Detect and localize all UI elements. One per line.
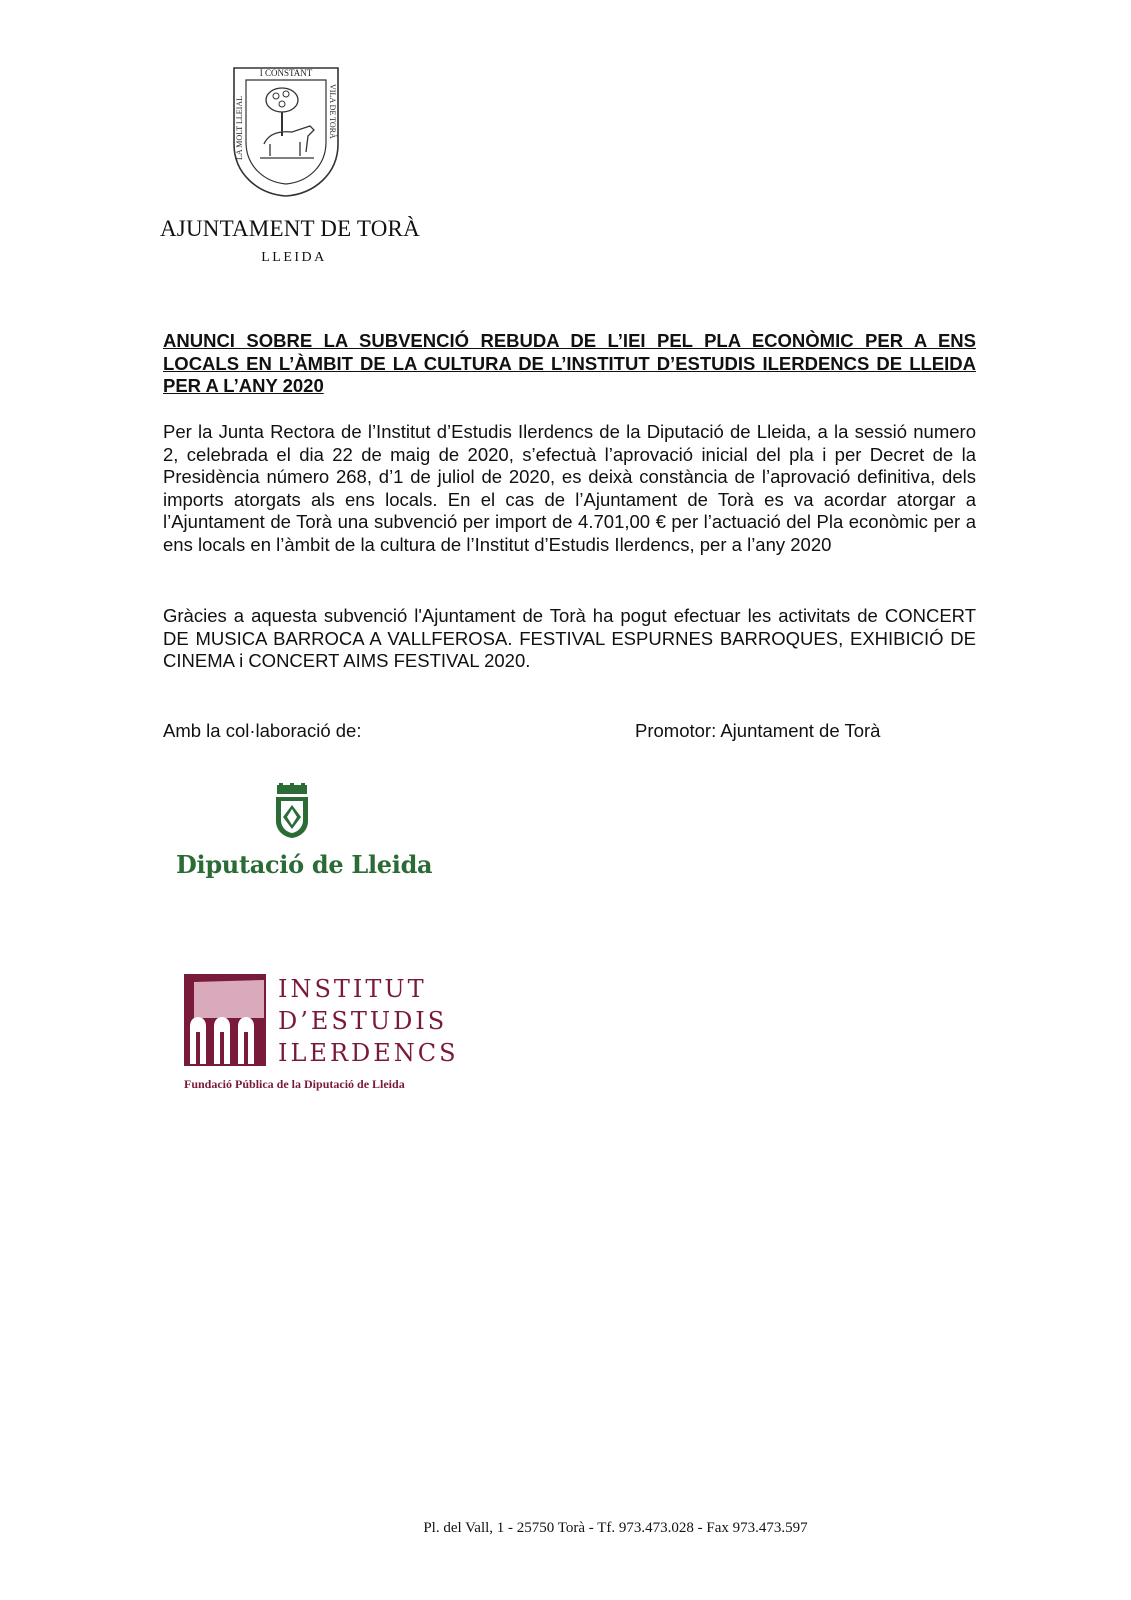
body-paragraph-2: Gràcies a aquesta subvenció l'Ajuntament de Torà ha pogut efectuar les activitats de CONCERT DE MUSICA BARROCA A VALLFEROSA. FESTIVAL ESPURNES BARROQUES, EXHIBICIÓ DE CINEMA i CONCERT AIMS FESTIVAL 2020. — [163, 605, 976, 671]
diputacio-emblem-icon — [273, 783, 311, 839]
footer-address: Pl. del Vall, 1 - 25750 Torà - Tf. 973.473.028 - Fax 973.473.597 — [423, 1520, 808, 1536]
town-crest-logo — [230, 64, 342, 198]
organization-city: LLEIDA — [261, 250, 327, 265]
body-paragraph-1: Per la Junta Rectora de l’Institut d’Estudis Ilerdencs de la Diputació de Lleida, a la sessió numero 2, celebrada el dia 22 de maig de 2020, s’efectuà l’aprovació inicial del pla i per Decret de la Presidència número 268, d’1 de juliol de 2020, es deixà constància de l’aprovació definitiva, dels imports atorgats als ens locals. En el cas de l’Ajuntament de Torà es va acordar atorgar a l’Ajuntament de Torà una subvenció per import de 4.701,00 € per l’actuació del Pla econòmic per a ens locals en l’àmbit de la cultura de l’Institut d’Estudis Ilerdencs, per a l’any 2020 — [163, 421, 976, 555]
iei-name-line-2: D’ESTUDIS — [278, 1007, 448, 1035]
announcement-title: ANUNCI SOBRE LA SUBVENCIÓ REBUDA DE L’IEI PEL PLA ECONÒMIC PER A ENS LOCALS EN L’ÀMBIT DE LA CULTURA DE L’INSTITUT D’ESTUDIS ILERDENCS DE LLEIDA PER A L’ANY 2020 — [163, 330, 976, 396]
collaboration-label: Amb la col·laboració de: — [163, 720, 362, 741]
iei-subtitle: Fundació Pública de la Diputació de Lleida — [184, 1077, 405, 1091]
iei-name-line-1: INSTITUT — [278, 975, 427, 1003]
organization-name: AJUNTAMENT DE TORÀ — [160, 216, 420, 241]
promoter-label: Promotor: Ajuntament de Torà — [635, 720, 881, 741]
svg-text:LA MOLT LLEIAL: LA MOLT LLEIAL — [235, 96, 244, 160]
iei-name-line-3: ILERDENCS — [278, 1039, 459, 1067]
iei-arches-icon — [184, 974, 266, 1066]
svg-text:I CONSTANT: I CONSTANT — [259, 68, 313, 78]
diputacio-name: Diputació de Lleida — [176, 850, 433, 879]
svg-text:VILA DE TORÀ: VILA DE TORÀ — [328, 84, 337, 139]
